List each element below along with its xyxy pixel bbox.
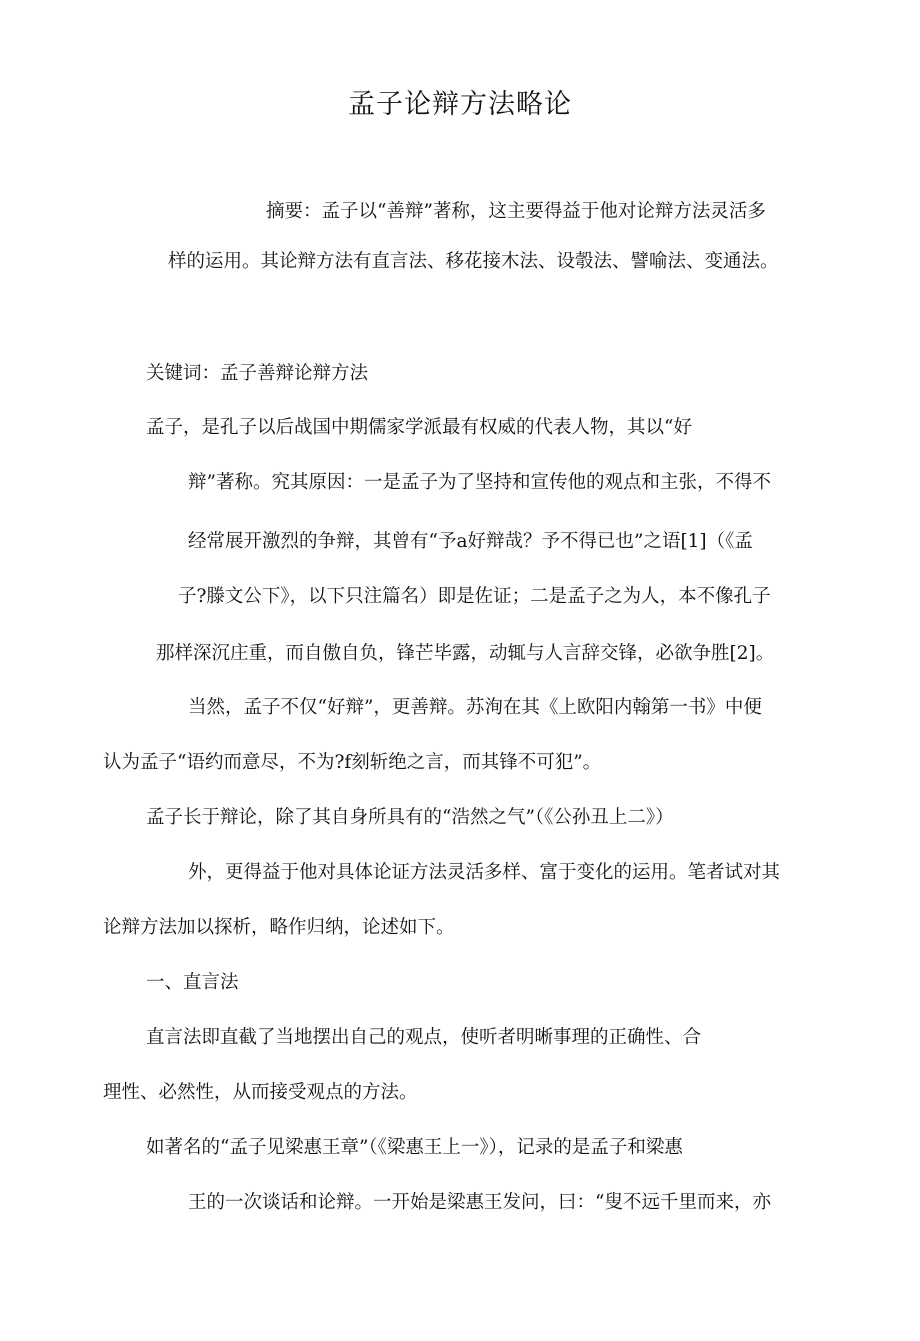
- body-line: 外，更得益于他对具体论证方法灵活多样、富于变化的运用。笔者试对其: [188, 862, 781, 883]
- body-line: 孟子，是孔子以后战国中期儒家学派最有权威的代表人物，其以“好: [146, 417, 692, 438]
- body-line: 辩”著称。究其原因：一是孟子为了坚持和宣传他的观点和主张，不得不: [188, 472, 771, 493]
- body-line: 理性、必然性，从而接受观点的方法。: [103, 1082, 418, 1103]
- body-line: 经常展开激烈的争辩，其曾有“予a好辩哉？予不得已也”之语[1]（《孟: [188, 531, 753, 552]
- body-line: 如著名的“孟子见梁惠王章”（《梁惠王上一》），记录的是孟子和梁惠: [146, 1137, 683, 1158]
- body-line: 王的一次谈话和论辩。一开始是梁惠王发问，曰：“叟不远千里而来，亦: [188, 1192, 771, 1213]
- body-line: 直言法即直截了当地摆出自己的观点，使听者明晰事理的正确性、合: [146, 1027, 702, 1048]
- section-heading: 一、直言法: [146, 972, 239, 993]
- body-line: 子?滕文公下》，以下只注篇名）即是佐证；二是孟子之为人，本不像孔子: [178, 586, 771, 607]
- body-line: 孟子长于辩论，除了其自身所具有的“浩然之气”（《公孙丑上二》）: [146, 807, 674, 828]
- keywords-line: 关键词：孟子善辩论辩方法: [146, 363, 369, 384]
- body-line: 认为孟子“语约而意尽，不为?f刻斩绝之言，而其锋不可犯”。: [103, 752, 602, 773]
- body-line: 论辩方法加以探析，略作归纳，论述如下。: [103, 917, 455, 938]
- body-line: 当然，孟子不仅“好辩”，更善辩。苏洵在其《上欧阳内翰第一书》中便: [188, 697, 762, 718]
- document-title: 孟子论辩方法略论: [348, 89, 572, 120]
- abstract-line-1: 摘要：孟子以“善辩”著称，这主要得益于他对论辩方法灵活多: [266, 201, 766, 222]
- body-line: 那样深沉庄重，而自傲自负，锋芒毕露，动辄与人言辞交锋，必欲争胜[2]。: [156, 643, 775, 664]
- abstract-line-2: 样的运用。其论辩方法有直言法、移花接木法、设彀法、譬喻法、变通法。: [168, 251, 779, 272]
